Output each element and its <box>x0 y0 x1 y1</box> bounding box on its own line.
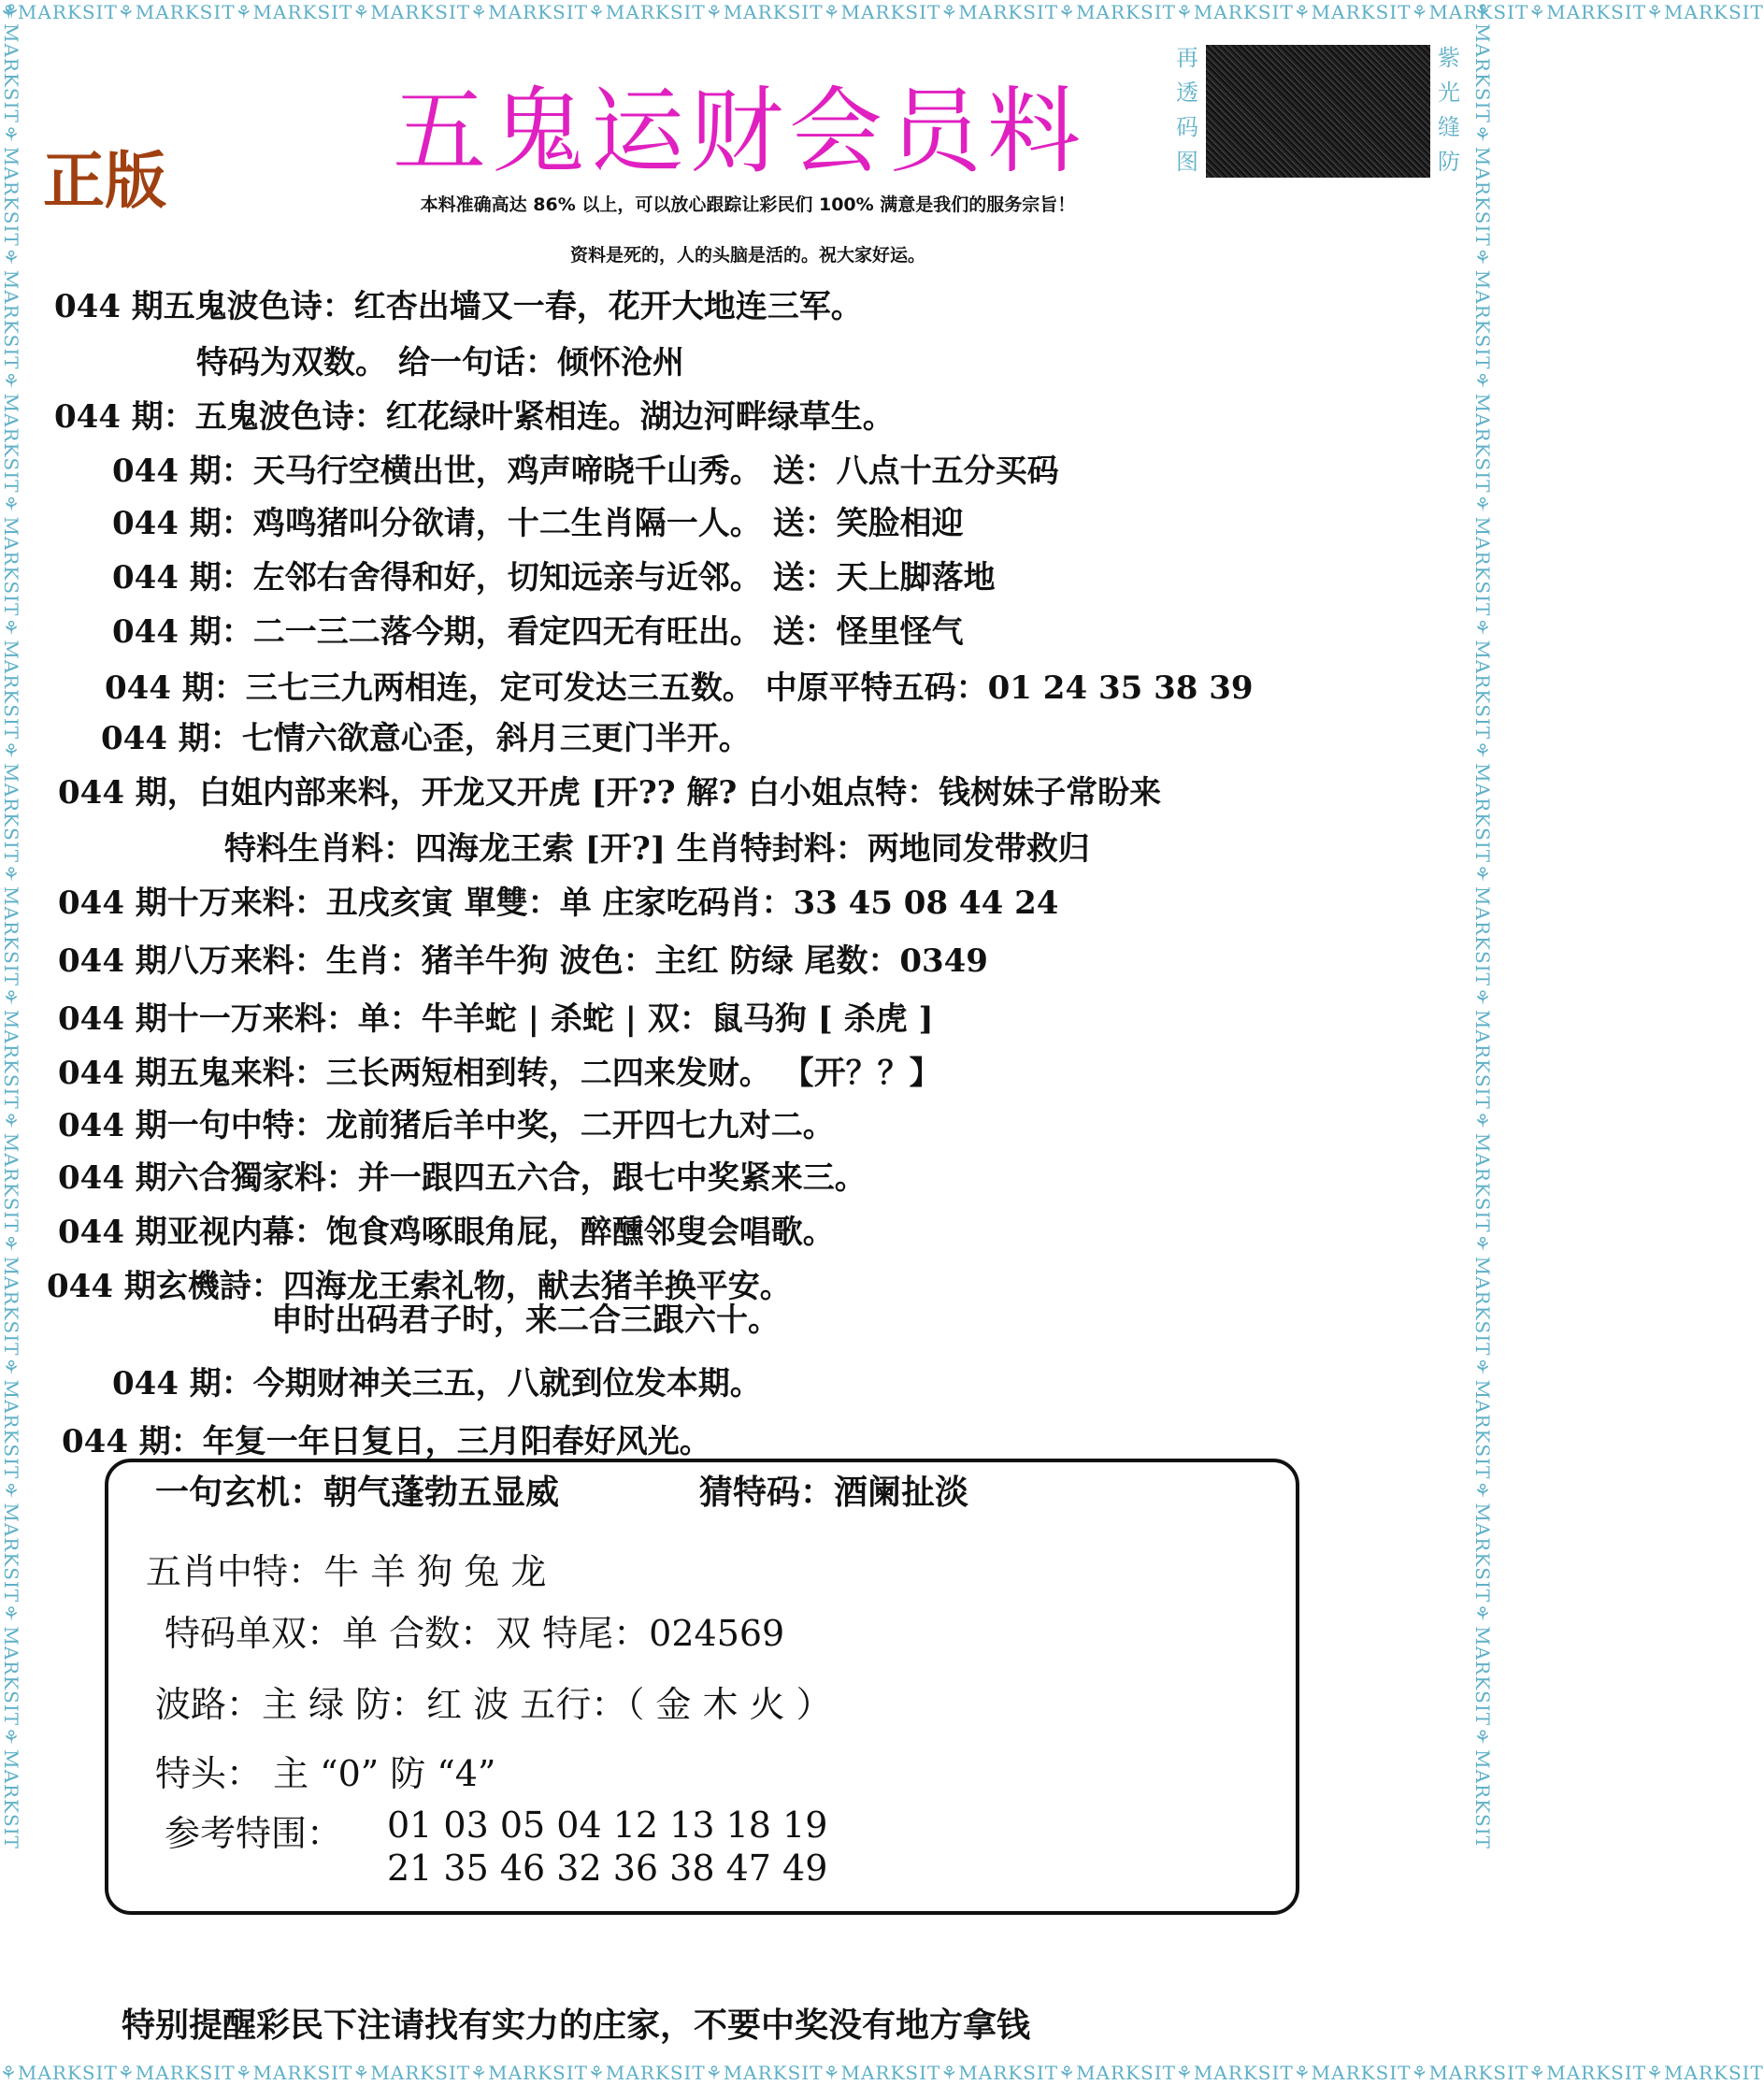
prediction-line: 特料生肖料：四海龙王索 [开?] 生肖特封料：两地同发带救归 <box>224 830 1090 868</box>
prediction-line: 044 期五鬼波色诗：红杏出墙又一春，花开大地连三军。 <box>54 288 863 325</box>
footer-warning: 特别提醒彩民下注请找有实力的庄家，不要中奖没有地方拿钱 <box>122 2006 1031 2045</box>
box-guess: 猜特码：酒阑扯淡 <box>699 1473 969 1512</box>
watermark-border-top: ⚘MARKSIT⚘MARKSIT⚘MARKSIT⚘MARKSIT⚘MARKSIT⚘MARKSIT⚘MARKSIT⚘MARKSIT⚘MARKSIT⚘MARKSIT⚘MARKSIT⚘MARKSIT⚘MARKSIT⚘MARKSIT⚘MARKSIT <box>0 1 1764 23</box>
box-ref-label: 参考特围： <box>165 1813 343 1854</box>
prediction-line: 044 期：五鬼波色诗：红花绿叶紧相连。湖边河畔绿草生。 <box>54 398 895 436</box>
prediction-line: 044 期八万来料：生肖：猪羊牛狗 波色：主红 防绿 尾数：0349 <box>58 942 988 980</box>
luck-tagline: 资料是死的，人的头脑是活的。祝大家好运。 <box>569 245 925 266</box>
qr-left-label <box>1169 41 1206 181</box>
watermark-text: ⚘MARKSIT⚘MARKSIT⚘MARKSIT⚘MARKSIT⚘MARKSIT⚘MARKSIT⚘MARKSIT⚘MARKSIT⚘MARKSIT⚘MARKSIT⚘MARKSIT⚘MARKSIT⚘MARKSIT⚘MARKSIT⚘MARKSIT <box>0 0 22 1849</box>
prediction-line: 044 期，白姐内部来料，开龙又开虎 [开?? 解? 白小姐点特：钱树妹子常盼来 <box>58 774 1162 812</box>
watermark-border-left <box>0 0 24 2085</box>
prediction-line: 044 期亚视内幕：饱食鸡啄眼角屁，醉醺邻叟会唱歌。 <box>58 1214 835 1251</box>
prediction-line: 044 期：天马行空横出世，鸡声啼晓千山秀。 送：八点十五分买码 <box>112 453 1059 490</box>
prediction-line: 044 期：七情六欲意心歪，斜月三更门半开。 <box>101 720 751 757</box>
watermark-border-bottom: ⚘MARKSIT⚘MARKSIT⚘MARKSIT⚘MARKSIT⚘MARKSIT⚘MARKSIT⚘MARKSIT⚘MARKSIT⚘MARKSIT⚘MARKSIT⚘MARKSIT⚘MARKSIT⚘MARKSIT⚘MARKSIT⚘MARKSIT <box>0 2062 1764 2084</box>
qr-char: 缝 <box>1438 114 1460 140</box>
qr-right-label <box>1430 41 1468 181</box>
prediction-line: 特码为双数。 给一句话：倾怀沧州 <box>196 344 684 381</box>
watermark-border-right <box>1471 0 1496 2085</box>
box-riddle: 一句玄机：朝气蓬勃五显威 <box>155 1473 560 1512</box>
qr-char: 防 <box>1438 149 1460 175</box>
box-ref-row: 21 35 46 32 36 38 47 49 <box>387 1848 828 1889</box>
qr-char: 图 <box>1176 149 1198 175</box>
prediction-line: 申时出码君子时，来二合三跟六十。 <box>271 1301 780 1339</box>
box-ref-row: 01 03 05 04 12 13 18 19 <box>387 1805 828 1846</box>
prediction-line: 044 期一句中特：龙前猪后羊中奖，二开四七九对二。 <box>58 1107 835 1144</box>
qr-char: 码 <box>1176 114 1198 140</box>
watermark-text: ⚘MARKSIT⚘MARKSIT⚘MARKSIT⚘MARKSIT⚘MARKSIT⚘MARKSIT⚘MARKSIT⚘MARKSIT⚘MARKSIT⚘MARKSIT⚘MARKSIT⚘MARKSIT⚘MARKSIT⚘MARKSIT⚘MARKSIT <box>1471 0 1494 1849</box>
prediction-line: 044 期十一万来料：单：牛羊蛇 | 杀蛇 | 双：鼠马狗 [ 杀虎 ] <box>58 1000 934 1038</box>
official-badge: 正版 <box>43 144 166 217</box>
prediction-line: 044 期：二一三二落今期，看定四无有旺出。 送：怪里怪气 <box>112 613 964 651</box>
prediction-line: 044 期五鬼来料：三长两短相到转，二四来发财。 【开？？】 <box>58 1055 941 1092</box>
qr-char: 光 <box>1438 79 1460 106</box>
box-wave: 波路：主 绿 防：红 波 五行：（ 金 木 火 ） <box>155 1684 832 1725</box>
qr-code-image <box>1206 45 1430 178</box>
box-head: 特头： 主 “0” 防 “4” <box>155 1753 496 1794</box>
prediction-line: 044 期六合獨家料：并一跟四五六合，跟七中奖紧来三。 <box>58 1159 867 1197</box>
prediction-line: 044 期十万来料：丑戌亥寅 單雙：单 庄家吃码肖：33 45 08 44 24 <box>58 884 1059 922</box>
prediction-line: 044 期：三七三九两相连，定可发达三五数。 中原平特五码：01 24 35 38 39 <box>105 669 1254 707</box>
anti-counterfeit-qr <box>1169 41 1468 181</box>
prediction-line: 044 期：鸡鸣猪叫分欲请，十二生肖隔一人。 送：笑脸相迎 <box>112 505 964 542</box>
accuracy-tagline: 本料准确高达 86% 以上，可以放心跟踪让彩民们 100% 满意是我们的服务宗旨！ <box>420 194 1076 215</box>
box-zodiac: 五肖中特：牛 羊 狗 兔 龙 <box>146 1551 547 1592</box>
box-parity: 特码单双：单 合数：双 特尾：024569 <box>165 1613 785 1654</box>
qr-char: 紫 <box>1438 45 1460 71</box>
prediction-line: 044 期：今期财神关三五，八就到位发本期。 <box>112 1365 762 1402</box>
page-title: 五鬼运财会员料 <box>393 77 1086 186</box>
qr-char: 再 <box>1176 45 1198 71</box>
prediction-line: 044 期：年复一年日复日，三月阳春好风光。 <box>62 1423 711 1460</box>
prediction-line: 044 期：左邻右舍得和好，切知远亲与近邻。 送：天上脚落地 <box>112 559 996 597</box>
prediction-line: 044 期玄機詩：四海龙王索礼物，献去猪羊换平安。 <box>47 1268 792 1305</box>
summary-box <box>105 1459 1299 1915</box>
qr-char: 透 <box>1176 79 1198 106</box>
